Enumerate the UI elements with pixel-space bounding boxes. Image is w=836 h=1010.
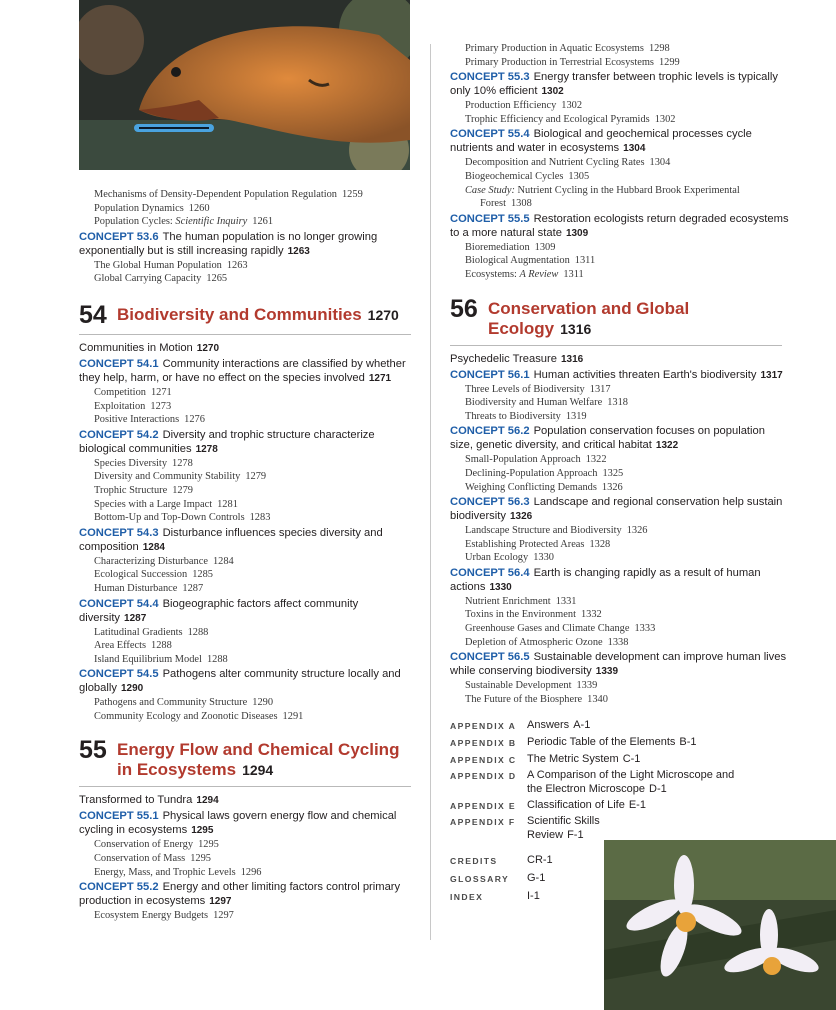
toc-subentry[interactable]	[79, 710, 411, 724]
subentry-name: Nutrient Enrichment	[465, 595, 551, 607]
concept-id: CONCEPT 55.1	[79, 810, 159, 823]
toc-subentry[interactable]	[79, 838, 411, 852]
concept-54-4[interactable]	[79, 597, 411, 626]
subentry-name: Sustainable Development	[465, 680, 572, 692]
subentry-page: 1279	[245, 471, 267, 483]
subentry-name: Threats to Biodiversity	[465, 410, 561, 422]
concept-54-1[interactable]	[79, 357, 411, 386]
toc-subentry[interactable]: Production Efficiency 1302	[465, 100, 583, 112]
toc-subentry[interactable]	[79, 626, 411, 640]
toc-subentry[interactable]: Biogeochemical Cycles 1305	[465, 170, 590, 182]
subentry-page: 1322	[585, 454, 607, 466]
appendix-b[interactable]: APPENDIX B Periodic Table of the Elements B-1	[450, 736, 697, 749]
toc-subentry[interactable]	[450, 693, 790, 707]
concept-page: 1339	[595, 666, 619, 678]
subentry-page: 1318	[607, 397, 628, 409]
concept-id: CONCEPT 54.3	[79, 526, 159, 539]
toc-subentry[interactable]: The Global Human Population 1263	[94, 259, 248, 271]
subentry-name: Human Disturbance	[94, 582, 178, 594]
toc-subentry[interactable]	[450, 622, 790, 636]
toc-subentry[interactable]: Trophic Efficiency and Ecological Pyramids 1302	[465, 113, 676, 125]
toc-subentry[interactable]	[79, 457, 411, 471]
toc-subentry[interactable]: Population Dynamics 1260	[94, 202, 210, 214]
concept-id: CONCEPT 56.2	[450, 425, 530, 438]
concept-55-1[interactable]	[79, 809, 411, 838]
chapter-55-heading[interactable]: 55 Energy Flow and Chemical Cycling in Ecosystems 1294	[79, 737, 411, 787]
subentry-page: 1290	[252, 697, 274, 709]
concept-text: Disturbance influences species diversity and composition	[79, 526, 383, 553]
toc-subentry[interactable]	[450, 595, 790, 609]
subentry-page: 1328	[589, 538, 611, 550]
subentry-page: 1284	[212, 555, 234, 567]
toc-subentry[interactable]	[79, 413, 411, 427]
chapter-56-heading[interactable]: 56 Conservation and Global Ecology 1316	[450, 296, 782, 346]
subentry-name: Greenhouse Gases and Climate Change	[465, 623, 630, 635]
toc-subentry[interactable]	[79, 639, 411, 653]
toc-subentry[interactable]	[450, 453, 790, 467]
appendix-d[interactable]: APPENDIX D A Comparison of the Light Microscope and the Electron Microscope D-1	[450, 769, 735, 796]
toc-subentry[interactable]: Population Cycles: Scientific Inquiry 1261	[94, 216, 274, 228]
subentry-page: 1291	[282, 710, 304, 722]
toc-subentry[interactable]	[450, 551, 790, 565]
concept-page: 1317	[760, 369, 783, 381]
subentry-page: 1287	[182, 582, 204, 594]
subentry-page: 1333	[634, 623, 656, 635]
toc-subentry[interactable]	[450, 538, 790, 552]
toc-subentry[interactable]	[450, 396, 790, 410]
concept-text: Pathogens alter community structure locally and globally	[79, 668, 401, 695]
subentry-page: 1281	[217, 498, 238, 510]
subentry-name: Landscape Structure and Biodiversity	[465, 525, 622, 537]
concept-text: Energy and other limiting factors control primary production in ecosystems	[79, 881, 401, 908]
subentry-name: Toxins in the Environment	[465, 609, 576, 621]
subentry-page: 1288	[151, 640, 172, 652]
credits-entry[interactable]: CREDITS CR-1	[450, 854, 553, 867]
concept-56-5[interactable]	[450, 650, 790, 679]
subentry-page: 1288	[187, 626, 209, 638]
subentry-page: 1339	[576, 680, 598, 692]
subentry-page: 1295	[198, 839, 219, 851]
toc-subentry[interactable]	[79, 555, 411, 569]
concept-id: CONCEPT 54.1	[79, 357, 159, 370]
chapter-55-intro[interactable]: Transformed to Tundra 1294	[79, 794, 219, 807]
concept-id: CONCEPT 56.3	[450, 496, 530, 509]
subentry-page: 1297	[213, 910, 234, 922]
subentry-name: Trophic Structure	[94, 484, 168, 496]
subentry-page: 1279	[172, 484, 193, 496]
concept-55-2[interactable]	[79, 880, 411, 909]
toc-subentry[interactable]	[450, 481, 790, 495]
concept-page: 1284	[142, 541, 165, 553]
toc-subentry[interactable]	[450, 383, 790, 397]
subentry-page: 1285	[192, 569, 213, 581]
concept-text: Sustainable development can improve human lives while conserving biodiversity	[450, 651, 787, 678]
subentry-page: 1338	[607, 636, 629, 648]
toc-subentry[interactable]: Ecosystems: A Review 1311	[465, 268, 584, 280]
concept-id: CONCEPT 55.2	[79, 881, 159, 894]
toc-subentry[interactable]	[79, 470, 411, 484]
index-entry[interactable]: INDEX I-1	[450, 890, 540, 903]
glossary-entry[interactable]: GLOSSARY G-1	[450, 872, 546, 885]
concept-page: 1278	[195, 443, 218, 455]
subentry-page: 1278	[172, 457, 193, 469]
toc-subentry[interactable]	[79, 909, 411, 923]
subentry-page: 1296	[240, 866, 262, 878]
subentry-name: Island Equilibrium Model	[94, 653, 202, 665]
toc-subentry[interactable]	[79, 400, 411, 414]
toc-subentry[interactable]	[450, 608, 790, 622]
moray-eel-photo	[79, 0, 410, 170]
toc-subentry[interactable]	[79, 852, 411, 866]
subentry-page: 1271	[150, 386, 172, 398]
chapter-54-intro[interactable]: Communities in Motion 1270	[79, 341, 220, 354]
toc-subentry[interactable]: Decomposition and Nutrient Cycling Rates 1304	[465, 157, 671, 169]
concept-text: Biogeographic factors affect community diversity	[79, 597, 359, 624]
appendix-a[interactable]: APPENDIX A Answers A-1	[450, 719, 591, 732]
concept-id: CONCEPT 54.5	[79, 668, 159, 681]
toc-subentry[interactable]	[450, 679, 790, 693]
concept-text: Population conservation focuses on population size, genetic diversity, and critical habitat	[450, 425, 765, 452]
appendix-c[interactable]: APPENDIX C The Metric System C-1	[450, 752, 641, 765]
toc-subentry[interactable]: Primary Production in Terrestrial Ecosystems 1299	[465, 56, 680, 68]
toc-subentry-case-study-cont[interactable]: Forest 1308	[480, 198, 532, 210]
concept-56-1[interactable]	[450, 368, 790, 383]
concept-55-5[interactable]: CONCEPT 55.5 Restoration ecologists return degraded ecosystems to a more natural state 1309	[450, 212, 789, 239]
subentry-name: Exploitation	[94, 400, 146, 412]
concept-page: 1290	[120, 683, 144, 695]
backmatter-list	[450, 852, 790, 906]
subentry-name: Species with a Large Impact	[94, 498, 213, 510]
toc-subentry[interactable]	[450, 467, 790, 481]
subentry-name: The Future of the Biosphere	[465, 693, 583, 705]
chapter-55-concepts	[79, 809, 411, 922]
subentry-name: Ecological Succession	[94, 569, 188, 581]
subentry-page: 1283	[249, 512, 271, 524]
subentry-name: Urban Ecology	[465, 552, 529, 564]
subentry-name: Competition	[94, 386, 146, 398]
subentry-name: Community Ecology and Zoonotic Diseases	[94, 710, 278, 722]
concept-56-2[interactable]	[450, 424, 790, 453]
subentry-page: 1325	[602, 467, 624, 479]
toc-subentry[interactable]	[79, 866, 411, 880]
subentry-name: Three Levels of Biodiversity	[465, 383, 585, 395]
subentry-page: 1340	[587, 693, 608, 705]
appendix-f[interactable]: APPENDIX F Scientific Skills Review F-1	[450, 815, 600, 842]
subentry-name: Bottom-Up and Top-Down Controls	[94, 512, 245, 524]
subentry-page: 1276	[184, 414, 205, 426]
subentry-page: 1317	[589, 383, 611, 395]
subentry-name: Establishing Protected Areas	[465, 538, 585, 550]
toc-subentry[interactable]: Primary Production in Aquatic Ecosystems 1298	[465, 43, 670, 54]
subentry-name: Biodiversity and Human Welfare	[465, 397, 603, 409]
concept-page: 1295	[191, 825, 214, 837]
concept-text: Community interactions are classified by whether they help, harm, or have no effect on the species involved	[79, 357, 406, 384]
subentry-name: Depletion of Atmospheric Ozone	[465, 636, 603, 648]
concept-55-3[interactable]: CONCEPT 55.3 Energy transfer between trophic levels is typically only 10% efficient 1302	[450, 71, 778, 98]
subentry-page: 1273	[150, 400, 172, 412]
subentry-name: Diversity and Community Stability	[94, 471, 241, 483]
appendix-e[interactable]: APPENDIX E Classification of Life E-1	[450, 798, 646, 811]
toc-subentry[interactable]	[450, 524, 790, 538]
concept-54-2[interactable]	[79, 428, 411, 457]
concept-page: 1326	[509, 511, 533, 523]
concept-page: 1287	[124, 612, 147, 624]
subentry-page: 1326	[626, 525, 648, 537]
concept-53-6[interactable]: CONCEPT 53.6 The human population is no longer growing exponentially but is still increasing rapidly 1263	[79, 230, 378, 257]
toc-subentry[interactable]: Biological Augmentation 1311	[465, 255, 596, 267]
concept-54-5[interactable]	[79, 667, 411, 696]
subentry-page: 1332	[580, 609, 602, 621]
chapter-54-concepts	[79, 357, 411, 724]
toc-subentry-case-study[interactable]: Case Study: Nutrient Cycling in the Hubbard Brook Experimental	[465, 184, 740, 196]
toc-subentry[interactable]	[79, 582, 411, 596]
toc-subentry[interactable]: Bioremediation 1309	[465, 241, 556, 253]
toc-subentry[interactable]	[79, 484, 411, 498]
subentry-name: Species Diversity	[94, 457, 168, 469]
concept-page: 1322	[655, 440, 679, 452]
subentry-page: 1288	[206, 653, 228, 665]
concept-text: Earth is changing rapidly as a result of human actions	[450, 566, 761, 593]
chapter-54-heading[interactable]: 54 Biodiversity and Communities 1270	[79, 302, 411, 335]
concept-page: 1271	[368, 372, 392, 384]
toc-left-column	[79, 188, 411, 923]
subentry-page: 1326	[601, 481, 623, 493]
subentry-page: 1331	[555, 595, 577, 607]
appendix-list	[450, 718, 790, 842]
subentry-name: Pathogens and Community Structure	[94, 697, 248, 709]
concept-text: Landscape and regional conservation help sustain biodiversity	[450, 496, 783, 523]
concept-page: 1297	[209, 896, 232, 908]
toc-subentry[interactable]: Global Carrying Capacity 1265	[94, 273, 228, 285]
subentry-name: Conservation of Energy	[94, 839, 194, 851]
chapter-56-concepts	[450, 368, 790, 707]
subentry-name: Area Effects	[94, 640, 147, 652]
subentry-name: Small-Population Approach	[465, 454, 581, 466]
concept-page: 1330	[489, 581, 512, 593]
concept-id: CONCEPT 56.4	[450, 566, 530, 579]
concept-text: Diversity and trophic structure characterize biological communities	[79, 428, 375, 455]
concept-56-3[interactable]	[450, 495, 790, 524]
chapter-56-intro[interactable]: Psychedelic Treasure 1316	[450, 352, 584, 365]
subentry-name: Ecosystem Energy Budgets	[94, 910, 209, 922]
concept-id: CONCEPT 56.1	[450, 368, 530, 381]
subentry-name: Positive Interactions	[94, 414, 180, 426]
concept-id: CONCEPT 54.2	[79, 428, 159, 441]
subentry-name: Conservation of Mass	[94, 853, 186, 865]
toc-subentry[interactable]	[79, 696, 411, 710]
toc-subentry[interactable]	[79, 653, 411, 667]
toc-subentry[interactable]	[79, 511, 411, 525]
concept-id: CONCEPT 54.4	[79, 597, 159, 610]
concept-text: Human activities threaten Earth's biodiversity	[533, 368, 757, 381]
toc-subentry[interactable]: Mechanisms of Density-Dependent Population Regulation 1259	[94, 189, 363, 200]
concept-54-3[interactable]	[79, 526, 411, 555]
subentry-page: 1295	[190, 853, 211, 865]
subentry-name: Characterizing Disturbance	[94, 555, 208, 567]
subentry-name: Latitudinal Gradients	[94, 626, 183, 638]
toc-subentry[interactable]	[450, 636, 790, 650]
subentry-page: 1319	[565, 410, 587, 422]
toc-subentry[interactable]	[79, 498, 411, 512]
toc-subentry[interactable]	[79, 568, 411, 582]
subentry-name: Weighing Conflicting Demands	[465, 481, 597, 493]
column-divider	[430, 44, 431, 940]
concept-text: Physical laws govern energy flow and chemical cycling in ecosystems	[79, 810, 397, 837]
concept-56-4[interactable]	[450, 566, 790, 595]
subentry-page: 1330	[533, 552, 554, 564]
concept-55-4[interactable]: CONCEPT 55.4 Biological and geochemical processes cycle nutrients and water in ecosystems 1304	[450, 128, 752, 155]
toc-subentry[interactable]	[450, 410, 790, 424]
toc-subentry[interactable]	[79, 386, 411, 400]
subentry-name: Energy, Mass, and Trophic Levels	[94, 866, 236, 878]
concept-id: CONCEPT 56.5	[450, 651, 530, 664]
subentry-name: Declining-Population Approach	[465, 467, 598, 479]
toc-right-column	[450, 42, 790, 906]
